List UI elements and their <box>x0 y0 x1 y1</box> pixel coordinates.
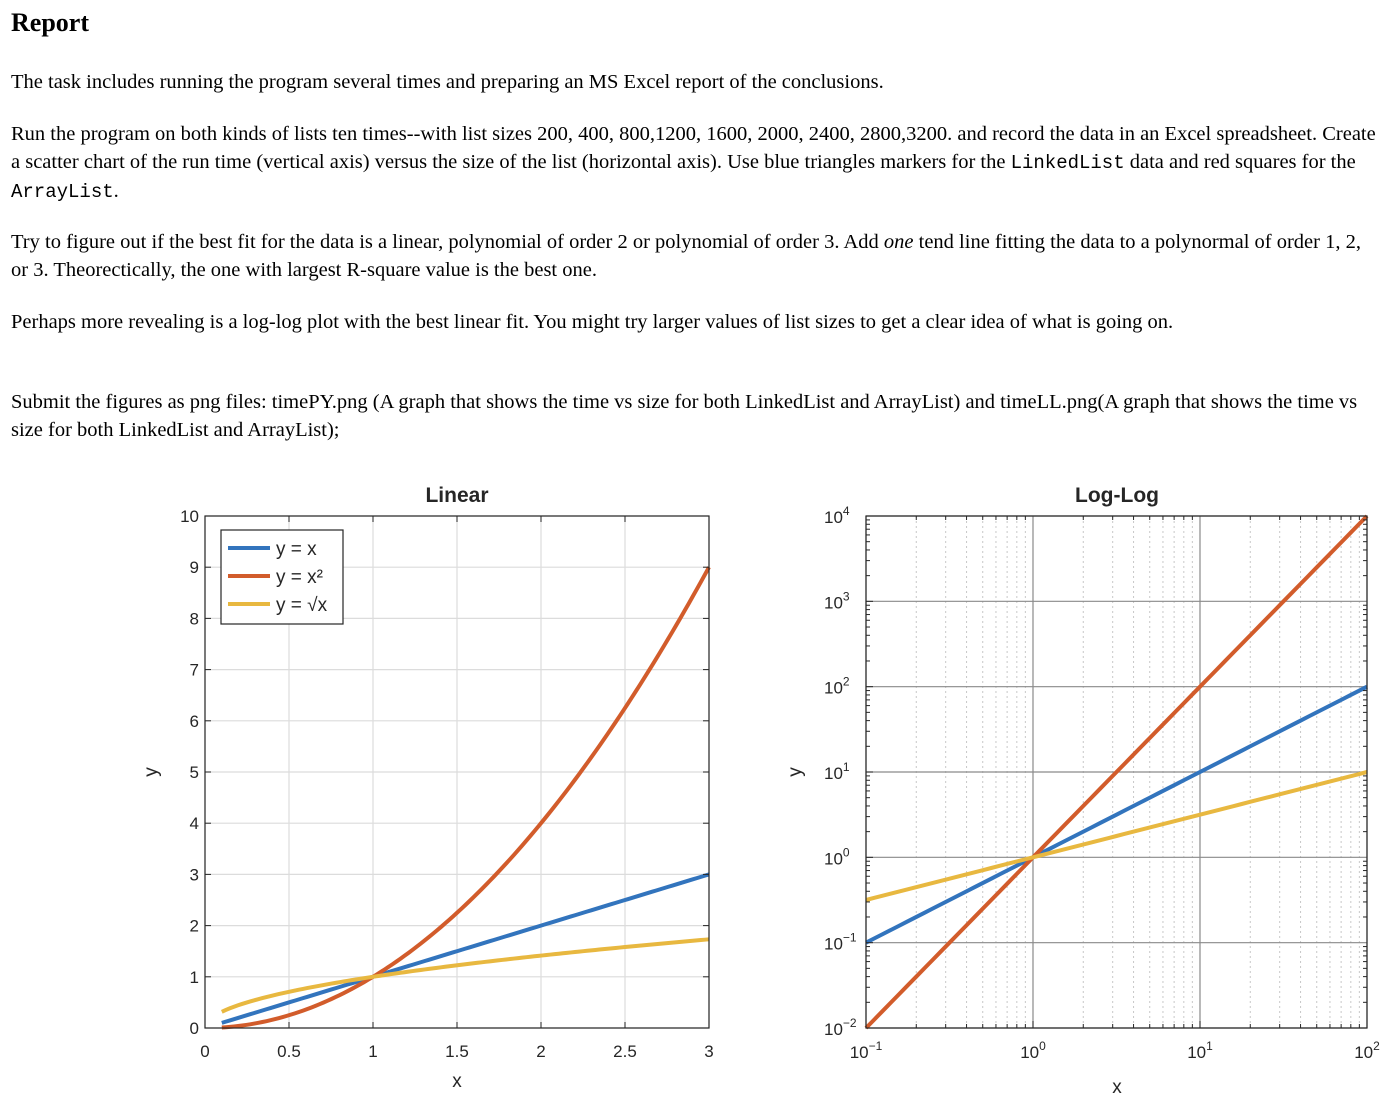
paragraph-run-program: Run the program on both kinds of lists ten times--with list sizes 200, 400, 800,1200, 1600, 2000, 2400, 2800,3200. and record the data in an Excel spreadsheet. Create a scatter chart of the run time (vertical axis) versus the size of the list (horizontal axis). Use blue triangles markers for the LinkedList data and red squares for the ArrayList. <box>11 123 1376 203</box>
loglog-ytick-label: $10^1$ <box>824 760 850 783</box>
code-linkedlist: LinkedList <box>1010 152 1125 174</box>
emphasis-one: one <box>883 231 914 253</box>
legend-label-square: y = x² <box>276 567 323 588</box>
loglog-series-line-2 <box>866 772 1367 900</box>
loglog-ytick-label: $10^{-1}$ <box>824 930 857 954</box>
linear-xlabel: x <box>452 1071 462 1092</box>
loglog-ytick-label: $10^3$ <box>824 589 850 613</box>
linear-series <box>222 567 709 1027</box>
report-page <box>11 0 1381 441</box>
linear-ytick-label: 10 <box>180 507 199 526</box>
loglog-xlabel: x <box>1112 1077 1122 1097</box>
linear-ytick-label: 9 <box>189 558 199 578</box>
legend-label-linear: y = x <box>276 539 317 560</box>
linear-xtick-label: 2 <box>536 1042 546 1061</box>
loglog-ytick-label: $10^0$ <box>824 845 850 869</box>
charts-figure <box>0 470 1397 1097</box>
linear-ytick-label: 5 <box>189 763 199 782</box>
loglog-chart <box>785 484 1380 1097</box>
linear-ytick-label: 6 <box>189 711 199 731</box>
linear-ylabel: y <box>141 767 162 777</box>
loglog-xtick-label: $10^1$ <box>1187 1039 1213 1062</box>
paragraph-best-fit: Try to figure out if the best fit for the data is a linear, polynomial of order 2 or polynomial of order 3. Add one tend line fitting the data to a polynormal of order 1, 2, or 3. Theorectically, the one with largest R-square value is the best one. <box>11 231 1361 281</box>
loglog-ytick-label: $10^2$ <box>824 674 850 698</box>
loglog-ylabel: y <box>785 767 806 777</box>
linear-series-line-1 <box>222 567 709 1027</box>
linear-xtick-label: 0 <box>200 1042 210 1061</box>
linear-xtick-label: 2.5 <box>613 1042 637 1061</box>
report-heading: Report <box>11 8 89 37</box>
linear-ytick-label: 4 <box>189 814 199 834</box>
linear-ytick-label: 2 <box>189 916 199 936</box>
linear-ytick-label: 1 <box>189 967 199 987</box>
linear-chart <box>141 484 714 1092</box>
loglog-xtick-label: $10^{-1}$ <box>849 1039 883 1062</box>
loglog-ytick-label: $10^{-2}$ <box>824 1016 857 1039</box>
linear-ytick-label: 8 <box>189 609 199 629</box>
linear-title: Linear <box>425 484 489 507</box>
linear-legend <box>221 530 343 624</box>
linear-ytick-label: 7 <box>189 660 199 680</box>
linear-ytick-label: 3 <box>189 865 199 885</box>
linear-ytick-label: 0 <box>189 1019 199 1038</box>
paragraph-log-log: Perhaps more revealing is a log-log plot with the best linear fit. You might try larger values of list sizes to get a clear idea of what is going on. <box>11 311 1174 333</box>
linear-series-line-0 <box>222 874 709 1022</box>
linear-xtick-label: 0.5 <box>277 1042 301 1061</box>
loglog-xtick-label: $10^0$ <box>1020 1039 1046 1062</box>
loglog-xtick-label: $10^2$ <box>1354 1039 1380 1062</box>
paragraph-submit: Submit the figures as png files: timePY.png (A graph that shows the time vs size for both LinkedList and ArrayList) and timeLL.png(A graph that shows the time vs size for both LinkedList and ArrayList); <box>11 391 1358 441</box>
legend-label-sqrt: y = √x <box>276 595 328 616</box>
linear-xtick-label: 3 <box>704 1042 714 1061</box>
loglog-series-line-0 <box>866 687 1367 943</box>
loglog-ytick-label: $10^4$ <box>824 504 850 527</box>
code-arraylist: ArrayList <box>11 181 114 203</box>
linear-xtick-label: 1 <box>368 1042 378 1061</box>
paragraph-task: The task includes running the program several times and preparing an MS Excel report of the conclusions. <box>11 71 884 93</box>
linear-xtick-label: 1.5 <box>445 1042 469 1061</box>
loglog-title: Log-Log <box>1075 484 1159 507</box>
